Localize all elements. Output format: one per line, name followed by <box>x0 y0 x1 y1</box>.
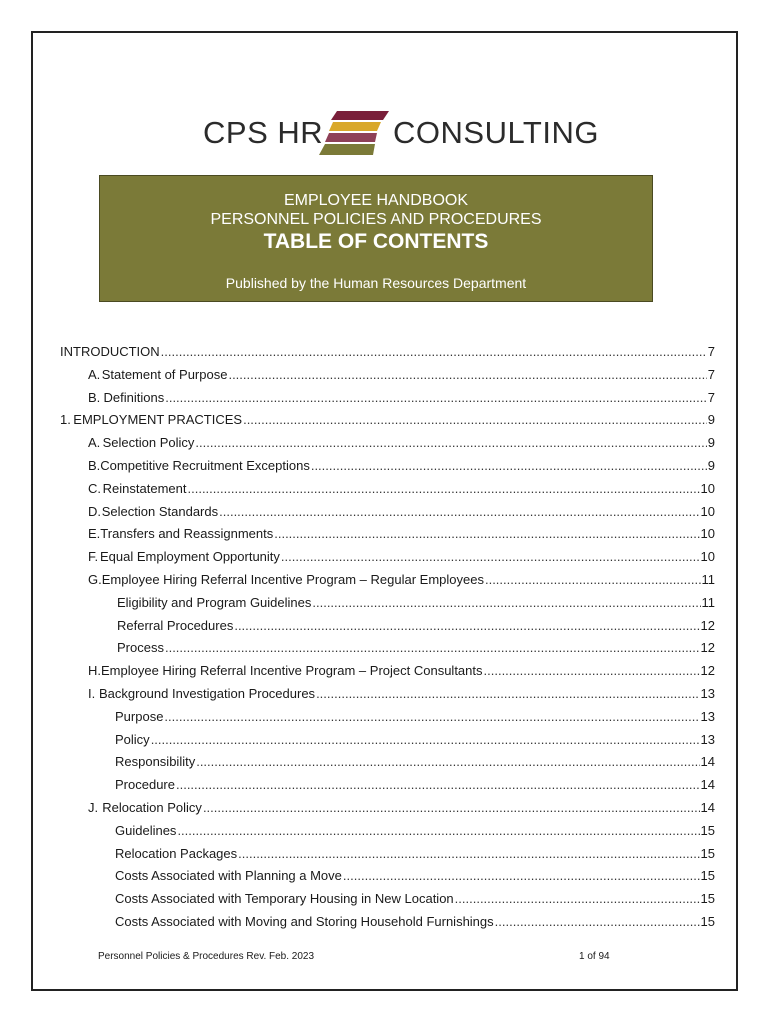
toc-entry-page: 9 <box>707 458 715 473</box>
toc-entry[interactable] <box>88 434 715 452</box>
toc-dot-leader <box>484 662 700 680</box>
logo-text-left: CPS HR <box>203 115 324 150</box>
toc-dot-leader <box>243 411 707 429</box>
toc-entry-title: Selection Policy <box>102 435 195 451</box>
toc-dot-leader <box>228 366 706 384</box>
toc-dot-leader <box>238 845 699 863</box>
toc-entry[interactable] <box>88 457 715 475</box>
logo-text-right: CONSULTING <box>393 115 599 150</box>
banner-title: TABLE OF CONTENTS <box>263 230 489 253</box>
toc-entry-page: 10 <box>700 503 715 519</box>
toc-entry-page: 12 <box>700 617 715 633</box>
toc-entry[interactable] <box>88 799 715 817</box>
toc-dot-leader <box>188 480 700 498</box>
toc-entry-number: E. <box>88 526 101 542</box>
toc-entry-title: Transfers and Reassignments <box>100 526 274 542</box>
toc-entry-title: Eligibility and Program Guidelines <box>117 594 312 610</box>
toc-entry-title: Employee Hiring Referral Incentive Program – Project Consultants <box>101 663 483 679</box>
banner-subtitle: Published by the Human Resources Department <box>225 275 527 291</box>
toc-entry[interactable] <box>117 639 715 657</box>
toc-dot-leader <box>195 434 706 452</box>
toc-entry-page: 11 <box>701 594 715 610</box>
toc-entry-number: C. <box>88 480 101 496</box>
toc-entry[interactable] <box>88 685 715 703</box>
toc-entry[interactable] <box>88 571 715 589</box>
toc-entry[interactable] <box>115 845 715 863</box>
toc-entry-title: INTRODUCTION <box>60 344 160 359</box>
toc-entry[interactable] <box>115 776 715 794</box>
footer-page-number: 1 of 94 <box>579 951 610 962</box>
toc-entry-page: 10 <box>700 526 715 542</box>
toc-entry-title: Costs Associated with Planning a Move <box>115 868 342 884</box>
toc-dot-leader <box>343 867 700 885</box>
toc-entry-title: EMPLOYMENT PRACTICES <box>73 412 243 428</box>
toc-entry-page: 7 <box>707 389 715 405</box>
toc-entry-page: 9 <box>707 435 715 451</box>
toc-entry-title: Process <box>117 640 164 656</box>
toc-entry-title: Policy <box>115 731 150 747</box>
toc-dot-leader <box>316 685 699 703</box>
toc-entry-page: 15 <box>700 914 715 929</box>
toc-entry-number: G. <box>88 572 102 587</box>
toc-entry[interactable] <box>88 503 715 521</box>
toc-entry-title: Statement of Purpose <box>101 366 228 382</box>
toc-entry-title: Costs Associated with Moving and Storing Household Furnishings <box>115 914 494 929</box>
toc-dot-leader <box>234 617 699 635</box>
toc-entry-number: J. <box>88 800 99 815</box>
toc-entry-page: 14 <box>700 800 715 815</box>
toc-entry[interactable] <box>60 411 715 429</box>
toc-entry-title: Guidelines <box>115 822 177 838</box>
toc-entry-page: 14 <box>700 777 715 793</box>
toc-entry-page: 15 <box>700 822 715 838</box>
toc-entry-page: 15 <box>700 845 715 861</box>
toc-dot-leader <box>312 594 700 612</box>
toc-dot-leader <box>151 731 700 749</box>
toc-entry-title: Selection Standards <box>101 503 219 519</box>
toc-entry-page: 13 <box>700 731 715 747</box>
toc-entry-page: 12 <box>700 663 715 679</box>
toc-entry-page: 10 <box>700 549 715 565</box>
banner-line-2: PERSONNEL POLICIES AND PROCEDURES <box>210 211 542 228</box>
toc-entry[interactable] <box>117 617 715 635</box>
toc-entry-page: 7 <box>707 366 715 382</box>
toc-entry-title: Purpose <box>115 708 164 724</box>
toc-entry-page: 15 <box>700 891 715 907</box>
toc-dot-leader <box>196 753 699 771</box>
toc-entry-title: Reinstatement <box>102 480 187 496</box>
toc-entry-page: 9 <box>707 412 715 428</box>
toc-entry-title: Procedure <box>115 777 175 793</box>
toc-dot-leader <box>281 548 700 566</box>
toc-dot-leader <box>485 571 701 589</box>
toc-entry-number: H. <box>88 663 101 679</box>
toc-entry-title: Relocation Packages <box>115 845 238 861</box>
toc-dot-leader <box>165 389 707 407</box>
toc-entry[interactable] <box>115 731 715 749</box>
toc-dot-leader <box>165 639 700 657</box>
toc-entry[interactable] <box>117 594 715 612</box>
toc-entry-number: I. <box>88 686 96 701</box>
toc-entry[interactable] <box>115 890 715 908</box>
toc-entry-number: F. <box>88 549 99 565</box>
toc-entry-page: 10 <box>700 480 715 496</box>
toc-entry-page: 12 <box>700 640 715 656</box>
toc-entry[interactable] <box>88 480 715 498</box>
toc-dot-leader <box>455 890 700 908</box>
toc-dot-leader <box>161 343 707 361</box>
toc-entry-title: Competitive Recruitment Exceptions <box>100 458 310 473</box>
toc-entry-page: 15 <box>700 868 715 884</box>
toc-entry-title: Responsibility <box>115 754 196 770</box>
toc-entry-number: B. <box>88 458 101 473</box>
table-of-contents <box>33 33 736 989</box>
toc-dot-leader <box>203 799 700 817</box>
toc-dot-leader <box>164 708 699 726</box>
toc-entry-title: Referral Procedures <box>117 617 234 633</box>
toc-entry[interactable] <box>115 867 715 885</box>
toc-entry[interactable] <box>88 548 715 566</box>
toc-dot-leader <box>495 913 700 931</box>
toc-dot-leader <box>274 525 699 543</box>
toc-entry-page: 13 <box>700 686 715 701</box>
toc-entry-page: 11 <box>701 572 715 587</box>
toc-entry-page: 14 <box>700 754 715 770</box>
toc-entry-page: 7 <box>707 344 715 359</box>
footer-revision: Personnel Policies & Procedures Rev. Feb. 2023 <box>98 951 315 962</box>
toc-entry[interactable] <box>88 366 715 384</box>
toc-entry-title: Costs Associated with Temporary Housing in New Location <box>115 891 454 907</box>
toc-entry-number: B. <box>88 389 101 405</box>
toc-entry[interactable] <box>88 389 715 407</box>
toc-entry[interactable] <box>115 753 715 771</box>
banner-line-1: EMPLOYEE HANDBOOK <box>283 192 469 209</box>
toc-entry-title: Equal Employment Opportunity <box>99 549 280 565</box>
toc-entry-page: 13 <box>700 708 715 724</box>
toc-entry[interactable] <box>88 525 715 543</box>
toc-entry-number: A. <box>88 366 101 382</box>
toc-entry-number: D. <box>88 503 101 519</box>
toc-dot-leader <box>176 776 700 794</box>
toc-entry[interactable] <box>115 708 715 726</box>
toc-entry-title: Background Investigation Procedures <box>98 686 316 701</box>
toc-entry[interactable] <box>115 913 715 931</box>
toc-entry-number: A. <box>88 435 101 451</box>
toc-dot-leader <box>177 822 699 840</box>
toc-entry-title: Employee Hiring Referral Incentive Program – Regular Employees <box>101 572 484 587</box>
toc-dot-leader <box>311 457 707 475</box>
toc-entry[interactable] <box>115 822 715 840</box>
toc-entry-title: Definitions <box>103 389 165 405</box>
toc-entry-title: Relocation Policy <box>102 800 202 815</box>
document-page <box>31 31 738 991</box>
toc-entry[interactable] <box>60 343 715 361</box>
toc-entry[interactable] <box>88 662 715 680</box>
toc-entry-number: 1. <box>60 412 71 428</box>
toc-dot-leader <box>219 503 699 521</box>
